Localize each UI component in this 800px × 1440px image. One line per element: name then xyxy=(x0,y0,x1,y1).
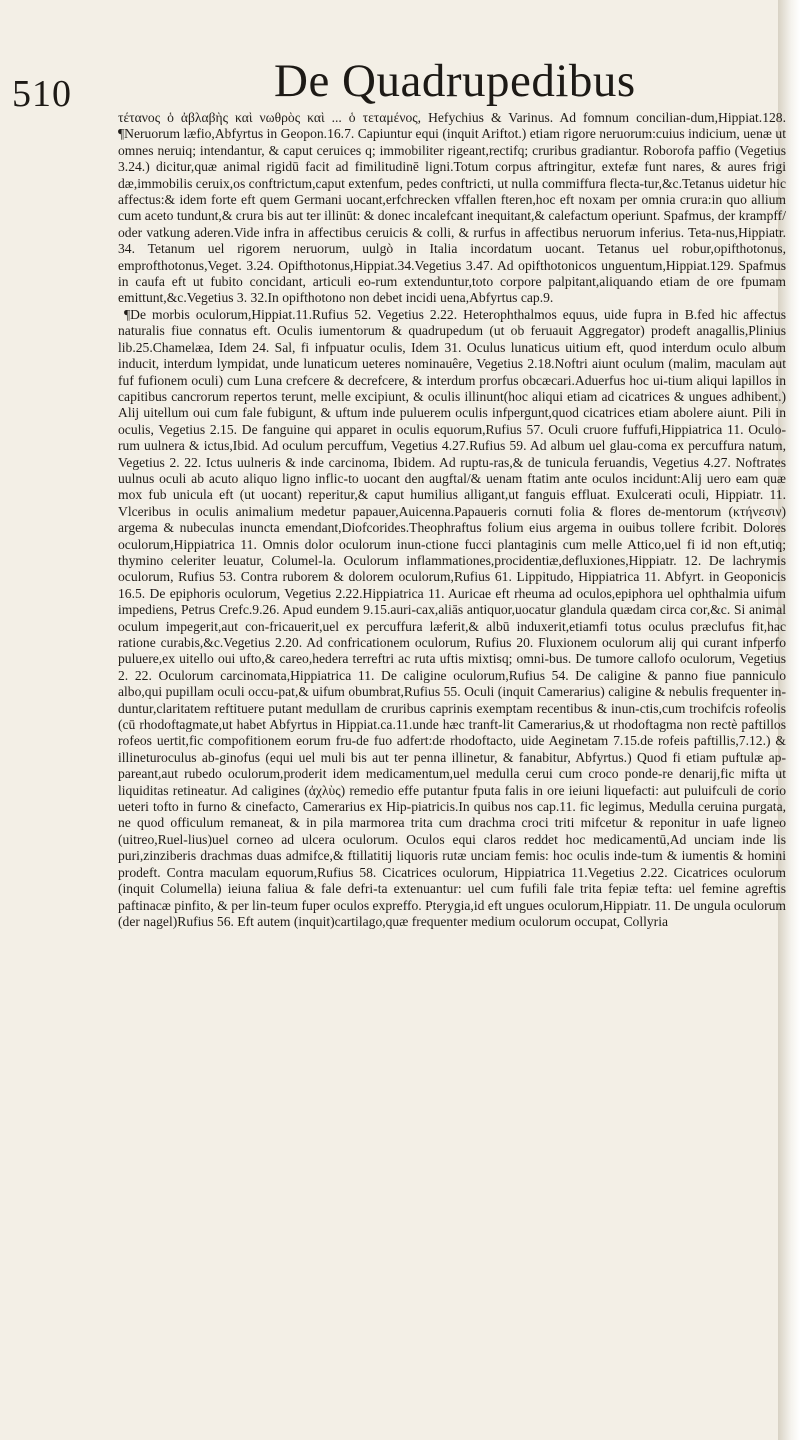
running-head: De Quadrupedibus xyxy=(274,55,636,107)
page-number: 510 xyxy=(12,73,72,115)
paragraph-tetanus: τέτανος ὁ ἀβλαβὴς καὶ νωθρὸς καὶ ... ὁ τεταμένος, Hefychius & Varinus. Ad fomnum concilian-dum,Hippiat.128. ¶Neruorum læfio,Abfyrtus in Geopon.16.7. Capiuntur equi (inquit Ariftot.) etiam rigore neruorum:cuius indicium, uenæ ut omnes neruiq; intendantur, & caput ceruices q; immobiliter rigeant,rectifq; cruribus gradiantur. Roborofa paffio (Vegetius 3.24.) dicitur,quæ animal rigidū facit ad fimilitudinē ligni.Totum corpus aftringitur, extefæ funt nares, & aures frigi dæ,immobilis ceruix,os conftrictum,caput extenfum, pedes conftricti, ut nulla commiffura flecta-tur,&c.Tetanus uidetur hic affectus:& idem forte eft quem Germani uocant,erfchrecken vffallen fteren,hoc eft noxam per omnia crura:in quo allium cum aceto tundunt,& crura bis aut ter illinūt: & donec incalefcant inequitant,& calefactum operiunt. Spafmus, der krampff/ oder vatkung aderen.Vide infra in affectibus ceruicis & colli, & rurfus in affectibus neruorum inferius. Teta-nus,Hippiatr. 34. Tetanum uel rigorem neruorum, uulgò in Italia incordatum uocant. Tetanus uel robur,opifthotonus, emprofthotonus,Veget. 3.24. Opifthotonus,Hippiat.34.Vegetius 3.47. Ad opifthotonicos unguentum,Hippiat.129. Spafmus in caufa eft ut fubito concidant, articuli eo-rum extenduntur,toto corpore palpitant,aliquando etiam de ore fpumam emittunt,&c.Vegetius 3. 32.In opifthotono non debet incidi uena,Abfyrtus cap.9. xyxy=(118,110,786,306)
page-header xyxy=(12,50,772,115)
paragraph-eye-diseases: ¶De morbis oculorum,Hippiat.11.Rufius 52. Vegetius 2.22. Heterophthalmos equus, uide fupra in B.fed hic affectus naturalis fiue connatus eft. Oculis iumentorum & quadrupedum (ut ob feruauit Aggregator) prodeft anagallis,Plinius lib.25.Chamelæa, Idem 24. Sal, fi infpuatur oculis, Idem 31. Oculus lunaticus uitium eft, quod interdum oculo album inducit, interdum lympidat, unde lunaticum ueteres nominauêre, Vegetius 2.18.Noftri aiunt oculum (malim, maculam aut fuf fufionem oculi) cum Luna crefcere & decrefcere, & interdum prorfus obcæcari.Aduerfus hoc ui-tium aliqui lapillos in capitibus cancrorum repertos terunt, melle excipiunt, & oculis illinunt(hoc aliqui etiam ad cicatrices & ungues adhibent.) Alij uitellum oui cum fale fubigunt, & uftum inde puluerem oculis infpergunt,quod cicatrices etiam abolere aiunt. Pili in oculis, Vegetius 2.15. De fanguine qui apparet in oculis equorum,Rufius 57. Oculi cruore fuffufi,Hippiatrica 11. Oculo-rum uulnera & ictus,Ibid. Ad oculum percuffum, Vegetius 4.27.Rufius 59. Ad album uel glau-coma ex percuffura natum, Vegetius 2. 22. Ictus uulneris & inde carcinoma, Ibidem. Ad ruptu-ras,& de tunicula feruandis, Vegetius 4.27. Noftrates uulnus oculi ab acuto aliquo ligno inflic-to uocant den augftal/& uenam ftatim ante oculos incidunt:Alij uero eam quæ mox fub unicula eft (ut uocant) reperitur,& caput humilius alligant,ut fanguis effluat. Exulcerati oculi, Hippiatr. 11. Vlceribus in oculis animalium medetur papauer,Auicenna.Papaueris cornuti folia & flores de-mentorum (κτήνεσιν) argema & nubeculas inuncta emendant,Diofcorides.Theophraftus folium eius argema in ouibus tollere fcribit. Dolores oculorum,Hippiatrica 11. Omnis dolor oculorum inun-ctione fucci plantaginis cum melle Attico,uel fi id non eft,utiq; thymino celeriter leuatur, Columel-la. Oculorum inflammationes,procidentiæ,defluxiones,Hippiatr. 12. De lachrymis oculorum, Rufius 53. Contra ruborem & dolorem oculorum,Rufius 61. Lippitudo, Hippiatrica 11. Abfyrt. in Geoponicis 16.5. De epiphoris oculorum, Vegetius 2.22.Hippiatrica 11. Auricae eft rheuma ad oculos,epiphora uel ophthalmia uifum impediens, Petrus Crefc.9.26. Apud eundem 9.15.auri-cax,aliās antiquor,uocatur glandula quædam circa cor,&c. Si animal oculum impegerit,aut con-fricauerit,uel ex percuffura læferit,& albū induxerit,etiamfi totus oculus præclufus fit,hac ratione curabis,&c.Vegetius 2.20. Ad confricationem oculorum, Rufius 20. Fluxionem oculorum alij qui curant infperfo puluere,ex uitello oui ufto,& careo,hedera terreftri ac ruta uftis mixtisq; omni-bus. De tumore callofo oculorum, Vegetius 2. 22. Oculorum carcinomata,Hippiatrica 11. De caligine oculorum,Rufius 54. De caligine & panno fiue panniculo albo,qui pupillam oculi occu-pat,& uifum obumbrat,Rufius 55. Oculi (inquit Camerarius) caligine & nebulis frequenter in-duntur,claritatem reftituere putant medullam de cruribus caprinis exemptam recentibus & inun-ctis,cum trochifcis rofeolis (cū rhodoftagmate,ut habet Abfyrtus in Hippiat.ca.11.unde hæc tranft-lit Camerarius,& ut rhodoftagma non rectè paftillos rofeos uertit,fic compofitionem eorum fru-de fuo adfert:de rhodoftacto, uide Aeginetam 7.15.de rofeis paftillis,7.12.) & illineturoculus ab-ginofus (equi uel muli bis aut ter penna illinetur, & fanabitur, Abfyrtus.) Quod fi etiam puftulæ ap-pareant,aut rubedo oculorum,proderit idem medicamentum,uel medulla cerui cum croco ponde-re denarij,fic mifta ut liquiditas retineatur. Ad caligines (ἀχλὺς) remedio effe putantur fputa falis in ore ieiuni liquefacti: aut puluifculi de corio ueteri tofto in furno & cinefacto, Camerarius ex Hip-piatricis.In quibus nos cap.11. fic legimus, Medulla ceruina purgata, ne quod officulum remaneat, & in pila marmorea trita cum drachma croci triti mifcetur & reponitur in uafe ligneo (uitreo,Ruel-lius)uel corneo ad ulcera oculorum. Oculos equi claros reddet hoc medicamentū,Ad unciam inde lis puri,zinziberis drachmas duas admifce,& ftillatitij liquoris rutæ unciam femis: hoc oculis inde-tum & iumentis & homini prodeft. Contra maculam equorum,Rufius 58. Cicatrices oculorum, Hippiatrica 11.Vegetius 2.22. Cicatrices oculorum (inquit Columella) ieiuna faliua & fale defri-ta extenuantur: uel cum fufili fale trita fepiæ tefta: uel femine agreftis paftinacæ pinfito, & per lin-teum fuper oculos expreffo. Pterygia,id eft ungues oculorum,Hippiatr. 11. De ungula oculorum (der nagel)Rufius 56. Eft autem (inquit)cartilago,quæ frequenter medium oculorum occupat, Collyria xyxy=(118,306,786,929)
body-text xyxy=(118,110,786,930)
